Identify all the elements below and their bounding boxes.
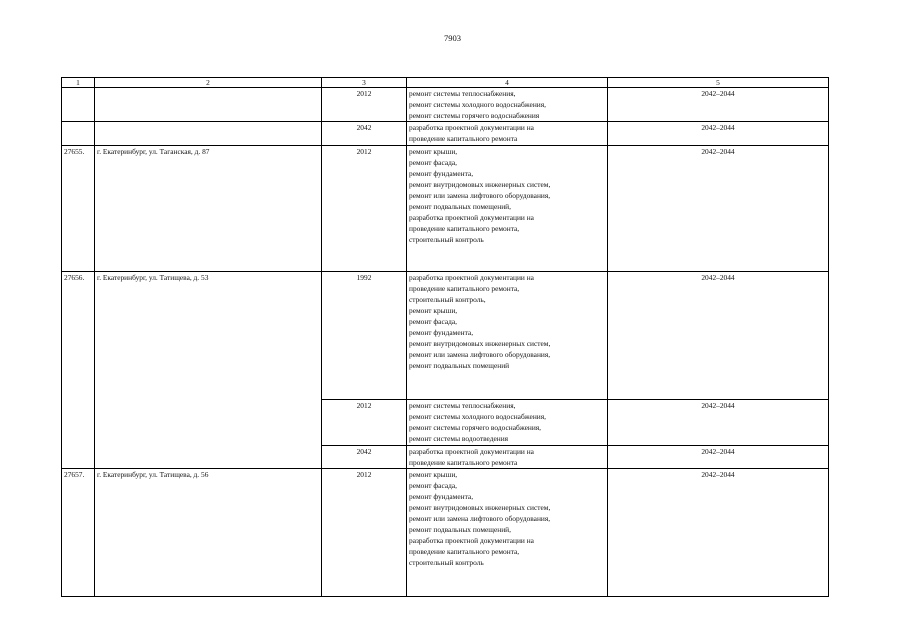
work-item: ремонт или замена лифтового оборудования,: [409, 191, 551, 200]
work-item: ремонт системы теплоснабжения,: [409, 401, 516, 410]
cell-year: 2012: [322, 469, 407, 597]
table-row: [62, 146, 829, 272]
work-item: разработка проектной документации на: [409, 273, 534, 282]
table-row: [62, 446, 829, 469]
cell-period: 2042–2044: [608, 446, 829, 469]
work-item: ремонт подвальных помещений,: [409, 202, 511, 211]
work-item: ремонт или замена лифтового оборудования,: [409, 514, 551, 523]
table-row: [62, 122, 829, 146]
cell-number: [62, 122, 95, 146]
work-item: разработка проектной документации на: [409, 536, 534, 545]
cell-number: [62, 446, 95, 469]
cell-works: [407, 146, 608, 272]
cell-address: г. Екатеринбург, ул. Таганская, д. 87: [95, 146, 322, 272]
header-col-3: 3: [322, 78, 407, 88]
cell-number: 27657.: [62, 469, 95, 597]
header-col-5: 5: [608, 78, 829, 88]
cell-year: 2042: [322, 446, 407, 469]
work-item: ремонт крыши,: [409, 470, 458, 479]
cell-number: [62, 400, 95, 446]
cell-period: 2042–2044: [608, 122, 829, 146]
table-row: [62, 400, 829, 446]
cell-year: 2012: [322, 88, 407, 122]
work-item: строительный контроль: [409, 558, 484, 567]
work-item: строительный контроль,: [409, 295, 486, 304]
cell-works: [407, 122, 608, 146]
work-item: ремонт внутридомовых инженерных систем,: [409, 503, 551, 512]
work-item: проведение капитального ремонта,: [409, 284, 520, 293]
cell-number: [62, 88, 95, 122]
cell-period: 2042–2044: [608, 469, 829, 597]
work-item: ремонт внутридомовых инженерных систем,: [409, 180, 551, 189]
cell-address: [95, 122, 322, 146]
table-row: [62, 272, 829, 400]
cell-number: 27655.: [62, 146, 95, 272]
work-item: ремонт фундамента,: [409, 169, 474, 178]
work-item: строительный контроль: [409, 235, 484, 244]
work-item: ремонт фасада,: [409, 317, 457, 326]
work-item: ремонт подвальных помещений,: [409, 525, 511, 534]
cell-address: г. Екатеринбург, ул. Татищева, д. 56: [95, 469, 322, 597]
header-col-4: 4: [407, 78, 608, 88]
cell-works: [407, 446, 608, 469]
table-row: [62, 469, 829, 597]
work-item: ремонт подвальных помещений: [409, 361, 510, 370]
work-item: ремонт системы горячего водоснабжения: [409, 111, 540, 120]
cell-address: [95, 446, 322, 469]
header-col-1: 1: [62, 78, 95, 88]
work-item: ремонт системы водоотведения: [409, 434, 509, 443]
work-item: разработка проектной документации на: [409, 447, 534, 456]
cell-year: 1992: [322, 272, 407, 400]
work-item: ремонт внутридомовых инженерных систем,: [409, 339, 551, 348]
work-item: разработка проектной документации на: [409, 213, 534, 222]
work-item: проведение капитального ремонта: [409, 458, 518, 467]
cell-period: 2042–2044: [608, 400, 829, 446]
cell-address: [95, 400, 322, 446]
cell-works: [407, 400, 608, 446]
work-item: ремонт системы горячего водоснабжения,: [409, 423, 542, 432]
cell-number: 27656.: [62, 272, 95, 400]
cell-year: 2012: [322, 146, 407, 272]
work-item: проведение капитального ремонта,: [409, 224, 520, 233]
work-item: ремонт фундамента,: [409, 328, 474, 337]
cell-address: г. Екатеринбург, ул. Татищева, д. 53: [95, 272, 322, 400]
cell-year: 2042: [322, 122, 407, 146]
work-item: ремонт фасада,: [409, 158, 457, 167]
work-item: ремонт системы холодного водоснабжения,: [409, 412, 546, 421]
cell-period: 2042–2044: [608, 272, 829, 400]
capital-repair-table: [61, 77, 829, 597]
work-item: ремонт крыши,: [409, 147, 458, 156]
work-item: проведение капитального ремонта: [409, 134, 518, 143]
table-row: [62, 88, 829, 122]
cell-works: [407, 272, 608, 400]
work-item: проведение капитального ремонта,: [409, 547, 520, 556]
work-item: ремонт системы холодного водоснабжения,: [409, 100, 546, 109]
header-row: [62, 78, 829, 88]
work-item: ремонт или замена лифтового оборудования,: [409, 350, 551, 359]
work-item: ремонт фундамента,: [409, 492, 474, 501]
work-item: ремонт фасада,: [409, 481, 457, 490]
cell-works: [407, 469, 608, 597]
cell-works: [407, 88, 608, 122]
work-item: ремонт крыши,: [409, 306, 458, 315]
work-item: разработка проектной документации на: [409, 123, 534, 132]
cell-period: 2042–2044: [608, 146, 829, 272]
header-col-2: 2: [95, 78, 322, 88]
work-item: ремонт системы теплоснабжения,: [409, 89, 516, 98]
cell-year: 2012: [322, 400, 407, 446]
cell-period: 2042–2044: [608, 88, 829, 122]
page-number: 7903: [444, 33, 461, 43]
cell-address: [95, 88, 322, 122]
